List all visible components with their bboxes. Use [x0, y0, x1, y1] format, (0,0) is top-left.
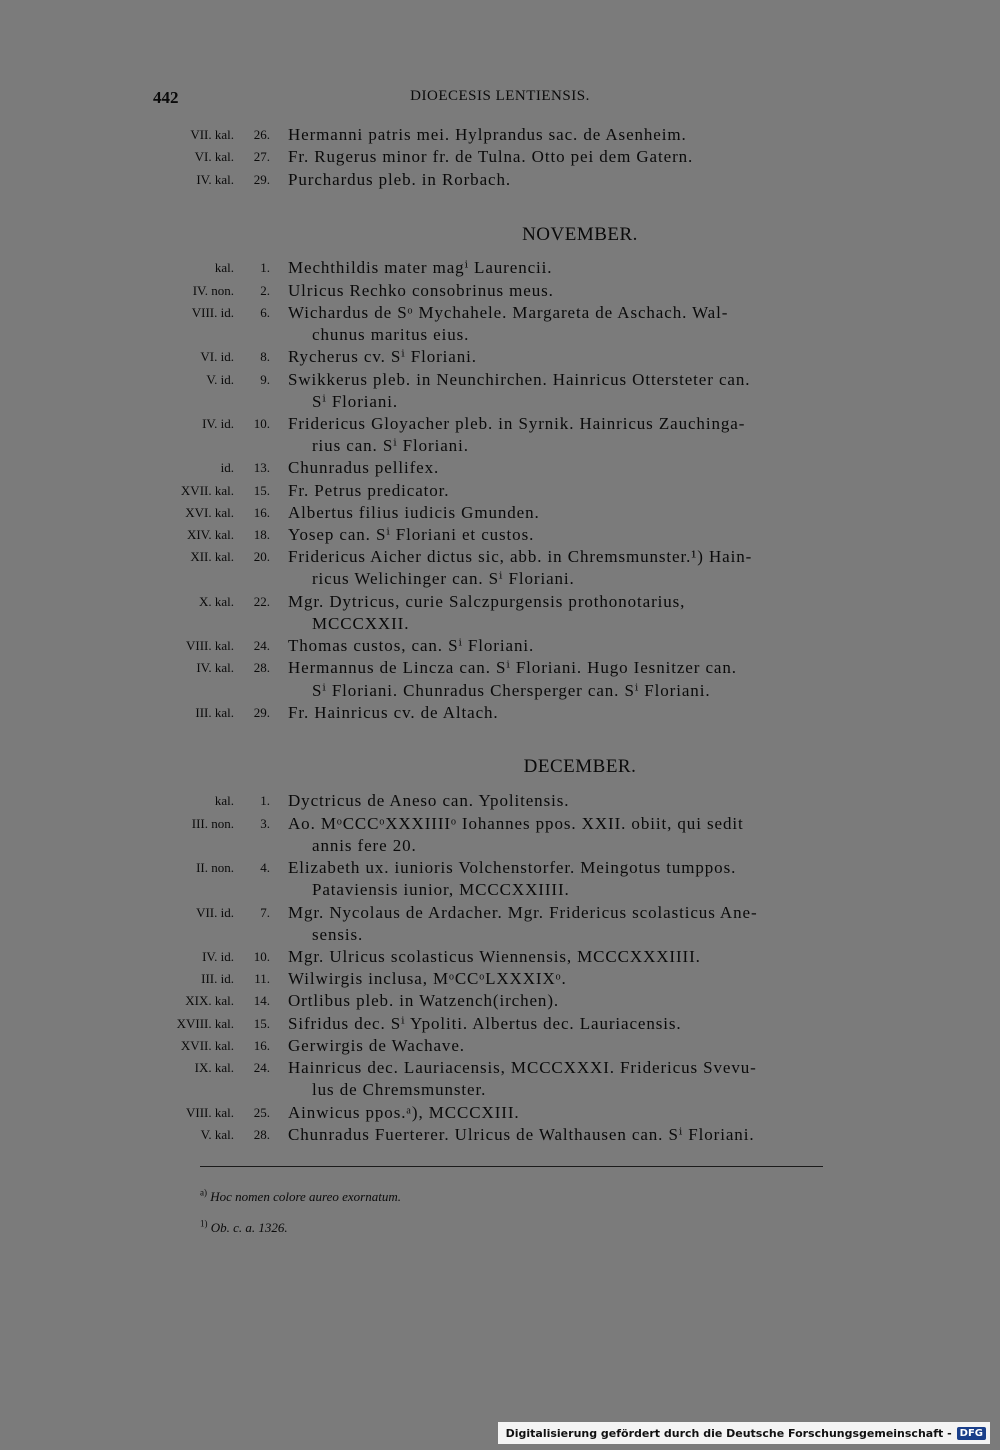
entry-day: 10.: [253, 416, 270, 431]
entry-date: III. kal.: [195, 705, 234, 720]
calendar-entry: [150, 280, 872, 302]
entry-day: 10.: [253, 949, 270, 964]
footnote-mark: 1): [200, 1218, 208, 1229]
entry-text: Hainricus dec. Lauriacensis, MCCCXXXI. Fridericus Svevu-: [288, 1058, 757, 1077]
entry-text: annis fere 20.: [312, 836, 417, 855]
entry-text: Sifridus dec. Sⁱ Ypoliti. Albertus dec. Lauriacensis.: [288, 1014, 682, 1033]
calendar-entry-continuation: [150, 324, 872, 346]
month-heading-november: NOVEMBER.: [522, 224, 638, 245]
entry-text: Yosep can. Sⁱ Floriani et custos.: [288, 525, 535, 544]
entry-text: Dyctricus de Aneso can. Ypolitensis.: [288, 791, 570, 810]
entry-text: Wichardus de Sᵒ Mychahele. Margareta de Aschach. Wal-: [288, 303, 729, 322]
entry-date: VIII. kal.: [185, 638, 234, 653]
entry-date: XVII. kal.: [180, 483, 234, 498]
entry-text: Purchardus pleb. in Rorbach.: [288, 170, 512, 189]
calendar-entry: [150, 946, 872, 968]
calendar-entry: [150, 369, 872, 391]
entry-day: 4.: [260, 860, 270, 875]
entry-date: kal.: [214, 793, 234, 808]
entry-date: VII. id.: [196, 905, 234, 920]
entry-text: Mgr. Ulricus scolasticus Wiennensis, MCCCXXXIIII.: [288, 947, 701, 966]
entry-day: 22.: [253, 594, 270, 609]
calendar-entry: [150, 1124, 872, 1146]
calendar-entry: [150, 457, 872, 479]
entry-text: Ortlibus pleb. in Watzench(irchen).: [288, 991, 560, 1010]
entry-date: XVI. kal.: [185, 505, 234, 520]
entry-text: sensis.: [312, 925, 364, 944]
entry-date: X. kal.: [198, 594, 234, 609]
calendar-entry-continuation: [150, 613, 872, 635]
entry-day: 26.: [253, 127, 270, 142]
calendar-entry: [150, 480, 872, 502]
calendar-entry: [150, 990, 872, 1012]
entry-date: III. non.: [191, 816, 234, 831]
entry-date: V. kal.: [200, 1127, 234, 1142]
footnote: [200, 1220, 288, 1236]
entry-date: V. id.: [206, 372, 234, 387]
entry-text: Albertus filius iudicis Gmunden.: [288, 503, 540, 522]
entry-text: Fr. Petrus predicator.: [288, 481, 450, 500]
entry-text: Hermanni patris mei. Hylprandus sac. de Asenheim.: [288, 125, 687, 144]
entry-date: IV. kal.: [196, 660, 234, 675]
calendar-entry: [150, 346, 872, 368]
entry-day: 14.: [253, 993, 270, 1008]
calendar-entry: [150, 813, 872, 835]
entry-date: IV. id.: [202, 949, 234, 964]
entry-text: Mechthildis mater magⁱ Laurencii.: [288, 258, 553, 277]
entry-text: Sⁱ Floriani.: [312, 392, 399, 411]
entry-text: Mgr. Dytricus, curie Salczpurgensis prothonotarius,: [288, 592, 686, 611]
entry-day: 28.: [253, 660, 270, 675]
entry-text: Mgr. Nycolaus de Ardacher. Mgr. Fridericus scolasticus Ane-: [288, 903, 758, 922]
calendar-entry: [150, 902, 872, 924]
entry-date: IX. kal.: [194, 1060, 234, 1075]
entry-day: 9.: [260, 372, 270, 387]
entry-text: Pataviensis iunior, MCCCXXIIII.: [312, 880, 570, 899]
entry-day: 8.: [260, 349, 270, 364]
calendar-entry: [150, 790, 872, 812]
month-heading-december: DECEMBER.: [523, 756, 637, 777]
calendar-entry: [150, 857, 872, 879]
entry-date: VIII. id.: [191, 305, 234, 320]
entry-date: XII. kal.: [190, 549, 234, 564]
footnote-text: Ob. c. a. 1326.: [210, 1220, 288, 1235]
entry-date: VI. id.: [200, 349, 234, 364]
footer-banner: [498, 1422, 990, 1444]
entry-text: Ao. MᵒCCCᵒXXXIIIIᵒ Iohannes ppos. XXII. obiit, qui sedit: [288, 814, 744, 833]
calendar-entry: [150, 657, 872, 679]
entry-date: VI. kal.: [194, 149, 234, 164]
running-head: DIOECESIS LENTIENSIS.: [410, 88, 590, 104]
entry-date: III. id.: [201, 971, 234, 986]
entry-text: Sⁱ Floriani. Chunradus Chersperger can. Sⁱ Floriani.: [312, 681, 711, 700]
entry-text: MCCCXXII.: [312, 614, 410, 633]
footnote-text: Hoc nomen colore aureo exornatum.: [210, 1189, 401, 1204]
calendar-entry: [150, 302, 872, 324]
entry-text: rius can. Sⁱ Floriani.: [312, 436, 469, 455]
entry-day: 28.: [253, 1127, 270, 1142]
entry-day: 29.: [253, 172, 270, 187]
entry-text: chunus maritus eius.: [312, 325, 470, 344]
page-number: 442: [153, 88, 179, 107]
calendar-entry-continuation: [150, 924, 872, 946]
calendar-entry-continuation: [150, 568, 872, 590]
entry-day: 15.: [253, 483, 270, 498]
entry-day: 24.: [253, 1060, 270, 1075]
entry-text: Elizabeth ux. iunioris Volchenstorfer. Meingotus tumppos.: [288, 858, 737, 877]
entry-day: 6.: [260, 305, 270, 320]
entry-text: Wilwirgis inclusa, MᵒCCᵒLXXXIXᵒ.: [288, 969, 567, 988]
entry-day: 16.: [253, 505, 270, 520]
calendar-entry: [150, 146, 872, 168]
entry-date: VII. kal.: [190, 127, 234, 142]
entry-day: 13.: [253, 460, 270, 475]
entry-day: 25.: [253, 1105, 270, 1120]
entry-date: XIV. kal.: [186, 527, 234, 542]
entry-text: Fr. Hainricus cv. de Altach.: [288, 703, 499, 722]
calendar-entry: [150, 1057, 872, 1079]
entry-text: Ainwicus ppos.ᵃ), MCCCXIII.: [288, 1103, 520, 1122]
calendar-entry-continuation: [150, 391, 872, 413]
calendar-entry-continuation: [150, 879, 872, 901]
calendar-entry: [150, 1102, 872, 1124]
entry-day: 15.: [253, 1016, 270, 1031]
entry-date: VIII. kal.: [185, 1105, 234, 1120]
calendar-entry: [150, 502, 872, 524]
entry-text: Gerwirgis de Wachave.: [288, 1036, 465, 1055]
entry-day: 24.: [253, 638, 270, 653]
entry-date: kal.: [214, 260, 234, 275]
calendar-entry-continuation: [150, 1079, 872, 1101]
dfg-logo-icon: DFG: [957, 1427, 986, 1440]
entry-text: lus de Chremsmunster.: [312, 1080, 487, 1099]
entry-date: id.: [220, 460, 234, 475]
entry-day: 18.: [253, 527, 270, 542]
calendar-entry: [150, 635, 872, 657]
footer-banner-text: Digitalisierung gefördert durch die Deutsche Forschungsgemeinschaft -: [505, 1426, 952, 1440]
entry-date: XVII. kal.: [180, 1038, 234, 1053]
entry-text: Fridericus Aicher dictus sic, abb. in Chremsmunster.¹) Hain-: [288, 547, 753, 566]
entry-day: 2.: [260, 283, 270, 298]
entry-day: 1.: [260, 260, 270, 275]
entry-text: Chunradus pellifex.: [288, 458, 440, 477]
calendar-entry: [150, 257, 872, 279]
entry-text: Thomas custos, can. Sⁱ Floriani.: [288, 636, 535, 655]
calendar-entry: [150, 591, 872, 613]
calendar-entry: [150, 1035, 872, 1057]
footnote-mark: a): [200, 1187, 207, 1198]
calendar-entry-continuation: [150, 835, 872, 857]
calendar-entry: [150, 169, 872, 191]
calendar-entry-continuation: [150, 435, 872, 457]
entry-date: XIX. kal.: [185, 993, 234, 1008]
entry-text: Chunradus Fuerterer. Ulricus de Walthausen can. Sⁱ Floriani.: [288, 1125, 755, 1144]
calendar-entry: [150, 546, 872, 568]
entry-date: IV. id.: [202, 416, 234, 431]
entry-date: IV. non.: [192, 283, 234, 298]
entry-day: 7.: [260, 905, 270, 920]
entry-text: Ulricus Rechko consobrinus meus.: [288, 281, 554, 300]
entry-day: 27.: [253, 149, 270, 164]
entry-text: Swikkerus pleb. in Neunchirchen. Hainricus Ottersteter can.: [288, 370, 751, 389]
entry-day: 3.: [260, 816, 270, 831]
calendar-entry: [150, 524, 872, 546]
calendar-entry: [150, 968, 872, 990]
entry-text: Fridericus Gloyacher pleb. in Syrnik. Hainricus Zauchinga-: [288, 414, 746, 433]
entry-date: II. non.: [196, 860, 234, 875]
entry-text: Hermannus de Lincza can. Sⁱ Floriani. Hugo Iesnitzer can.: [288, 658, 737, 677]
entry-text: Fr. Rugerus minor fr. de Tulna. Otto pei dem Gatern.: [288, 147, 694, 166]
entry-day: 20.: [253, 549, 270, 564]
calendar-entry: [150, 702, 872, 724]
entry-date: IV. kal.: [196, 172, 234, 187]
calendar-entry: [150, 124, 872, 146]
calendar-entry: [150, 413, 872, 435]
calendar-entry-continuation: [150, 680, 872, 702]
entry-text: Rycherus cv. Sⁱ Floriani.: [288, 347, 477, 366]
calendar-entry: [150, 1013, 872, 1035]
entry-day: 1.: [260, 793, 270, 808]
entry-day: 29.: [253, 705, 270, 720]
entry-day: 16.: [253, 1038, 270, 1053]
entry-date: XVIII. kal.: [176, 1016, 234, 1031]
footnote-rule: [200, 1166, 823, 1167]
footnote: [200, 1189, 401, 1205]
entry-text: ricus Welichinger can. Sⁱ Floriani.: [312, 569, 575, 588]
entry-day: 11.: [254, 971, 270, 986]
